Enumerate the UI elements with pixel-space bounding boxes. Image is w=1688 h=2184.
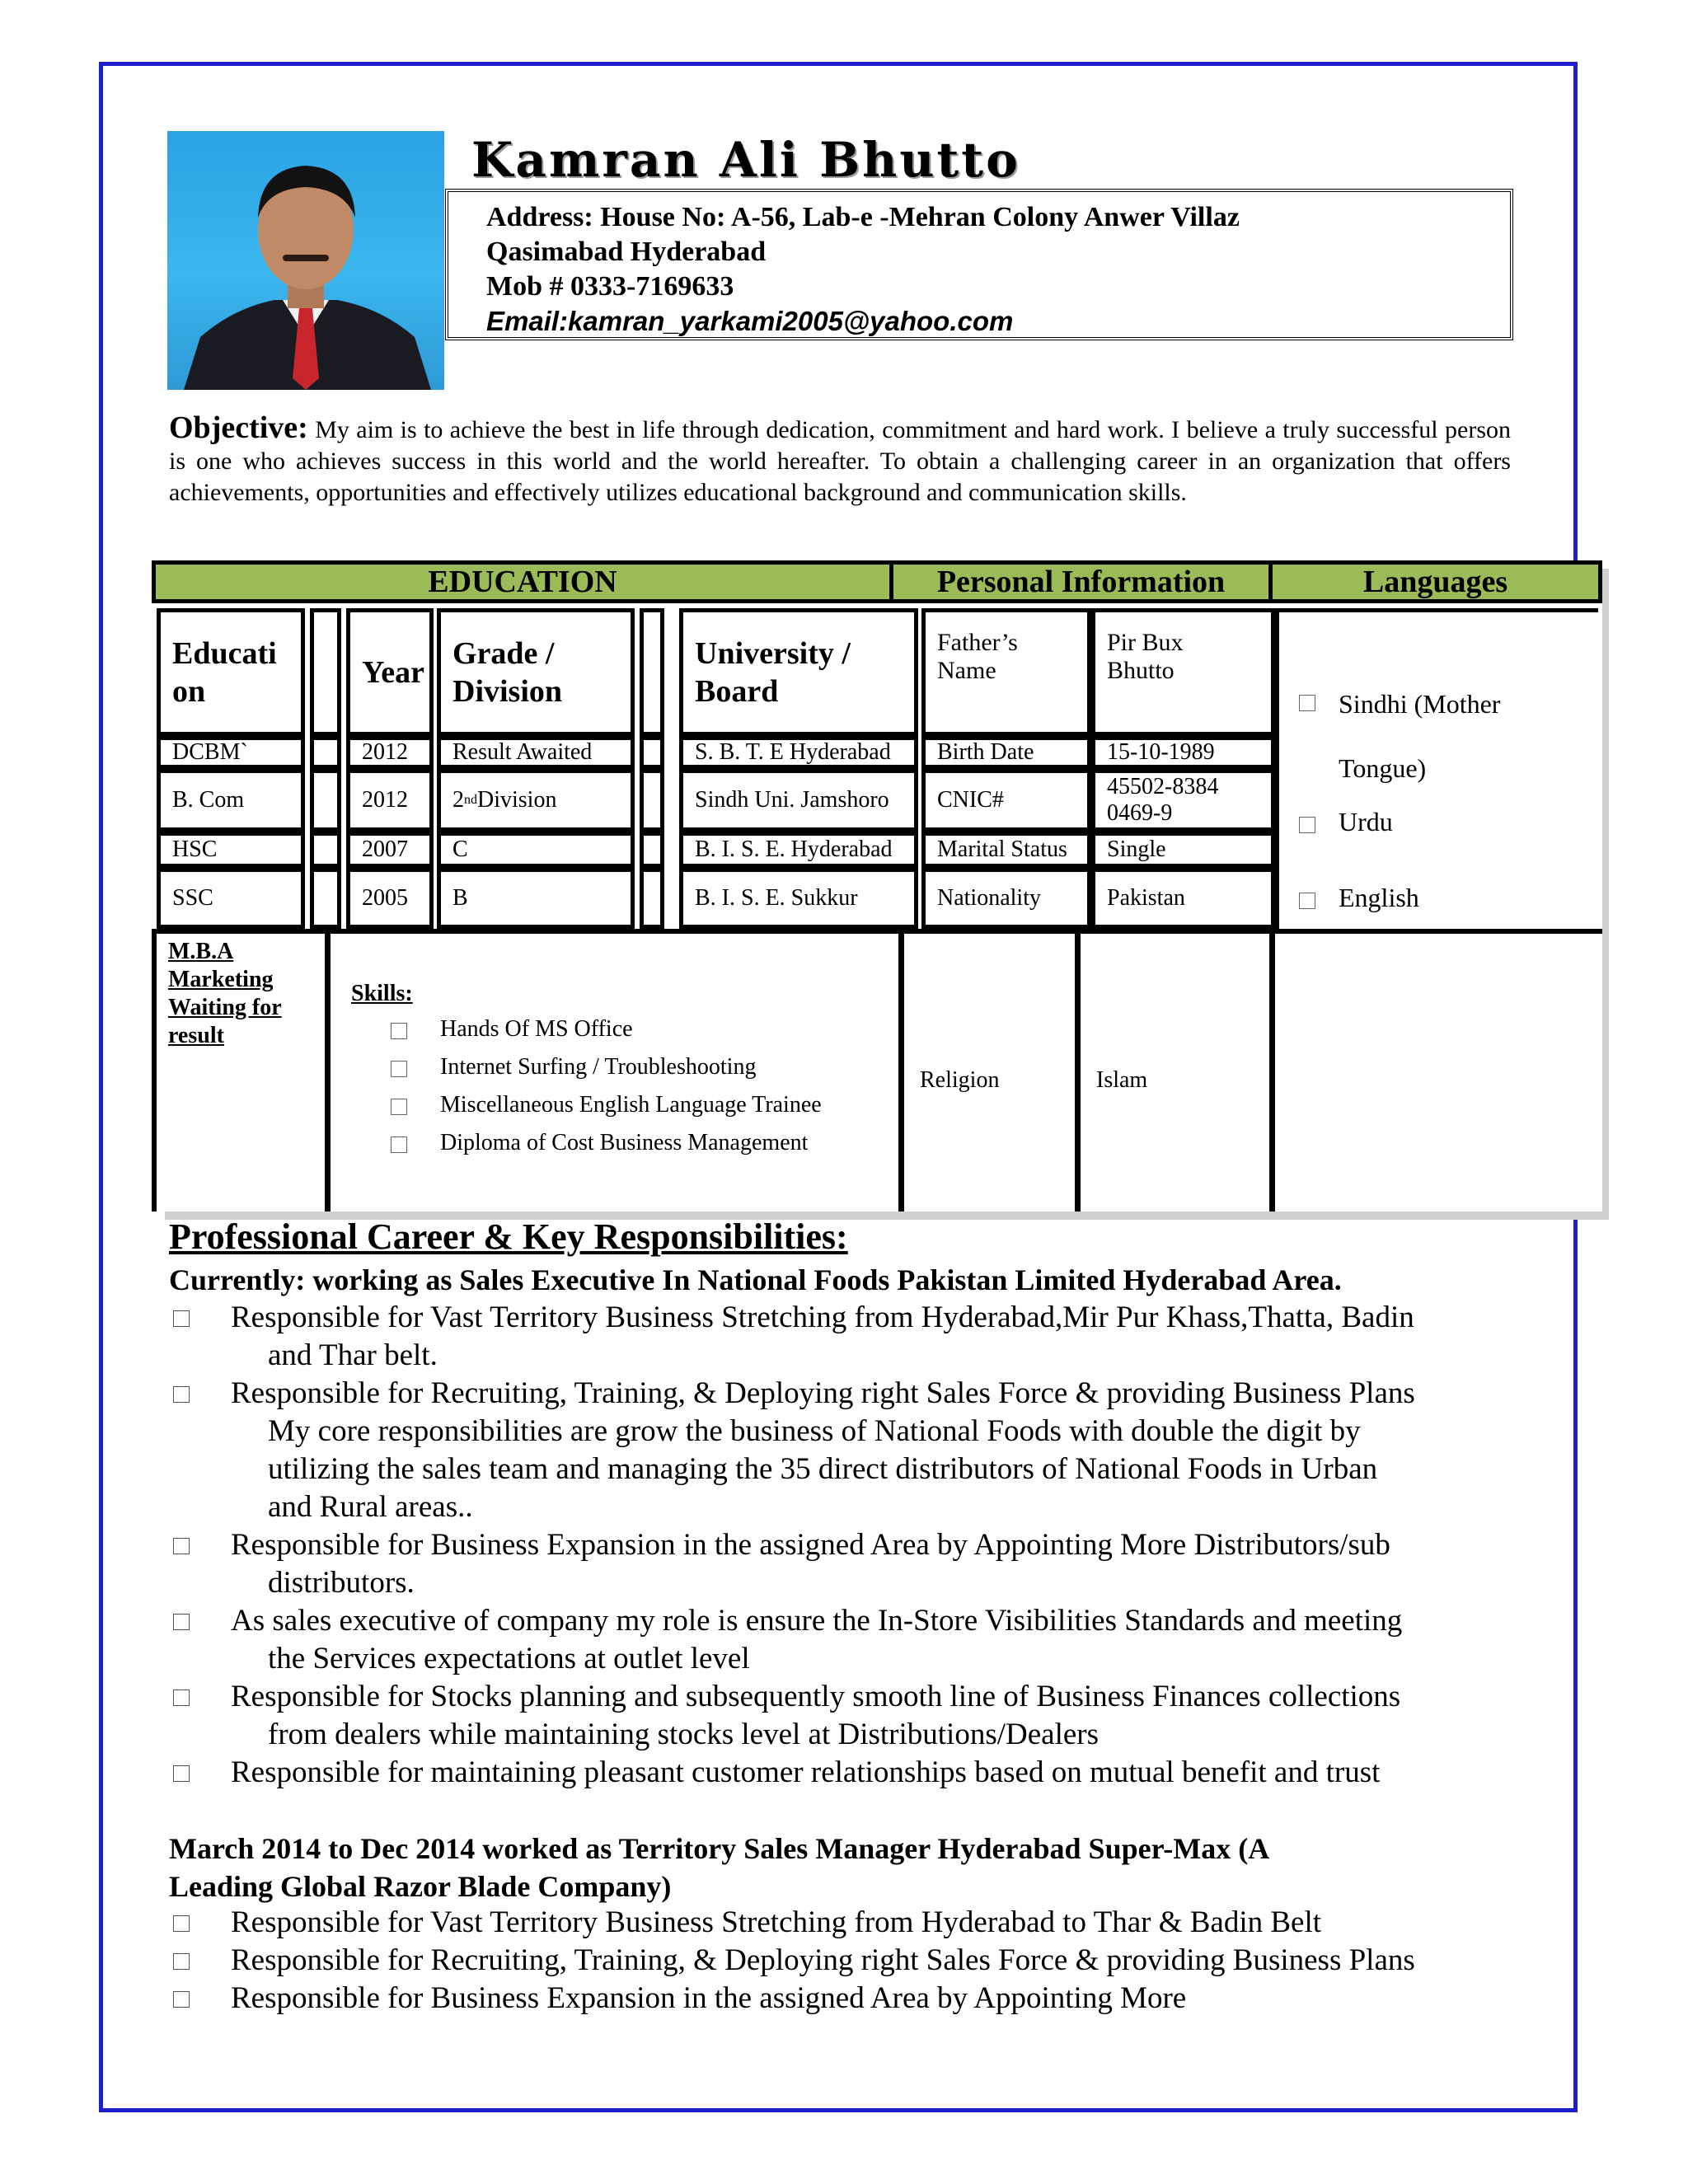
personal-label-cell: Birth Date (921, 736, 1091, 769)
language-item: English (1299, 881, 1553, 914)
col-spacer (310, 868, 341, 929)
edu-cell: SSC (157, 868, 305, 929)
grade-cell: 2 nd Division (437, 769, 635, 832)
year-cell: 2007 (346, 832, 434, 868)
mobile-number: Mob # 0333-7169633 (486, 271, 734, 302)
languages-header: Languages (1268, 560, 1602, 603)
languages-cell (1275, 608, 1598, 931)
personal-value-cell: Pakistan (1091, 868, 1275, 929)
list-item: Responsible for Vast Territory Business Stretching from Hyderabad,Mir Pur Khass,Thatta, Badin and Thar belt. (169, 1299, 1521, 1375)
objective-text: My aim is to achieve the best in life through dedication, commitment and hard work. I believe a truly successful person is one who achieves success in this world and the world hereafter. To obtain a challenging career in an organization that offers achievements, opportunities and effectively utilizes educational background and communication skills. (169, 416, 1512, 506)
edu-cell: DCBM` (157, 736, 305, 769)
col-spacer (310, 736, 341, 769)
objective-label: Objective: (169, 410, 308, 445)
board-cell: B. I. S. E. Sukkur (679, 868, 918, 929)
objective-section (169, 412, 1511, 509)
personal-info-header: Personal Information (889, 560, 1273, 603)
list-item: Responsible for Stocks planning and subsequently smooth line of Business Finances collections from dealers while maintaining stocks level at Distributions/Dealers (169, 1678, 1521, 1754)
table-col-line (325, 934, 331, 1212)
previous-position-line: Leading Global Razor Blade Company) (169, 1870, 672, 1903)
col-spacer (310, 832, 341, 868)
personal-value-cell: 15-10-1989 (1091, 736, 1275, 769)
col-spacer (640, 868, 664, 929)
language-item: Sindhi (Mother Tongue) (1299, 687, 1553, 800)
board-cell: B. I. S. E. Hyderabad (679, 832, 918, 868)
board-cell: Sindh Uni. Jamshoro (679, 769, 918, 832)
skill-item: Diploma of Cost Business Management (391, 1124, 822, 1162)
skills-title: Skills: (351, 981, 413, 1006)
religion-value: Islam (1096, 1067, 1148, 1093)
profile-photo (167, 131, 444, 390)
education-header: EDUCATION (152, 560, 893, 603)
col-spacer (640, 769, 664, 832)
candidate-name: Kamran Ali Bhutto (471, 132, 1020, 188)
col-spacer (310, 608, 341, 736)
personal-label-cell: Marital Status (921, 832, 1091, 868)
year-cell: 2012 (346, 769, 434, 832)
religion-label: Religion (920, 1067, 1000, 1093)
previous-position (169, 1830, 1269, 1905)
table-col-line (898, 934, 904, 1212)
mba-status: M.B.A Marketing Waiting for result (168, 939, 282, 1048)
personal-label-cell: CNIC# (921, 769, 1091, 832)
current-responsibilities (169, 1299, 1521, 1792)
previous-position-line: March 2014 to Dec 2014 worked as Territory Sales Manager Hyderabad Super-Max (A (169, 1832, 1270, 1865)
personal-value-father: Pir Bux Bhutto (1091, 608, 1275, 736)
skill-item: Hands Of MS Office (391, 1010, 822, 1048)
language-item: Urdu (1299, 805, 1553, 838)
skills-block (341, 981, 822, 1162)
col-spacer (640, 736, 664, 769)
col-education: Education (157, 608, 305, 736)
grade-cell: C (437, 832, 635, 868)
board-cell: S. B. T. E Hyderabad (679, 736, 918, 769)
col-grade: Grade / Division (437, 608, 635, 736)
email-address: Email:kamran_yarkami2005@yahoo.com (486, 306, 1014, 336)
skill-item: Internet Surfing / Troubleshooting (391, 1048, 822, 1086)
personal-label-father: Father’s Name (921, 608, 1091, 736)
career-title: Professional Career & Key Responsibilities: (169, 1216, 848, 1257)
previous-responsibilities (169, 1904, 1521, 2018)
list-item: Responsible for Recruiting, Training, & Deploying right Sales Force & providing Business Plans (169, 1942, 1521, 1980)
list-item: Responsible for Business Expansion in the assigned Area by Appointing More (169, 1980, 1521, 2018)
personal-label-cell: Nationality (921, 868, 1091, 929)
col-spacer (640, 832, 664, 868)
contact-box (445, 189, 1513, 340)
current-position: Currently: working as Sales Executive In National Foods Pakistan Limited Hyderabad Area. (169, 1263, 1342, 1296)
table-col-line (1075, 934, 1081, 1212)
edu-cell: B. Com (157, 769, 305, 832)
table-col-line (1269, 934, 1275, 1212)
col-university: University / Board (679, 608, 918, 736)
col-spacer (640, 608, 664, 736)
table-left-border (152, 929, 157, 1212)
col-spacer (310, 769, 341, 832)
address-line-1: Address: House No: A-56, Lab-e -Mehran Colony Anwer Villaz (486, 202, 1240, 232)
col-year: Year (346, 608, 434, 736)
personal-value-cell: 45502-83840469-9 (1091, 769, 1275, 832)
info-table (152, 560, 1602, 1212)
year-cell: 2012 (346, 736, 434, 769)
year-cell: 2005 (346, 868, 434, 929)
list-item: Responsible for maintaining pleasant customer relationships based on mutual benefit and trust (169, 1754, 1521, 1792)
list-item: Responsible for Business Expansion in the assigned Area by Appointing More Distributors/sub distributors. (169, 1526, 1521, 1602)
address-line-2: Qasimabad Hyderabad (486, 237, 767, 267)
grade-cell: Result Awaited (437, 736, 635, 769)
list-item: As sales executive of company my role is ensure the In-Store Visibilities Standards and meeting the Services expectations at outlet level (169, 1602, 1521, 1678)
grade-cell: B (437, 868, 635, 929)
table-divider (152, 929, 1602, 934)
edu-cell: HSC (157, 832, 305, 868)
list-item: Responsible for Recruiting, Training, & Deploying right Sales Force & providing Business Plans My core responsibilities are grow the business of National Foods with double the digit by utilizing the sales team and managing the 35 direct distributors of National Foods in Urban and Rural areas.. (169, 1375, 1521, 1526)
skill-item: Miscellaneous English Language Trainee (391, 1086, 822, 1124)
list-item: Responsible for Vast Territory Business Stretching from Hyderabad to Thar & Badin Belt (169, 1904, 1521, 1942)
personal-value-cell: Single (1091, 832, 1275, 868)
